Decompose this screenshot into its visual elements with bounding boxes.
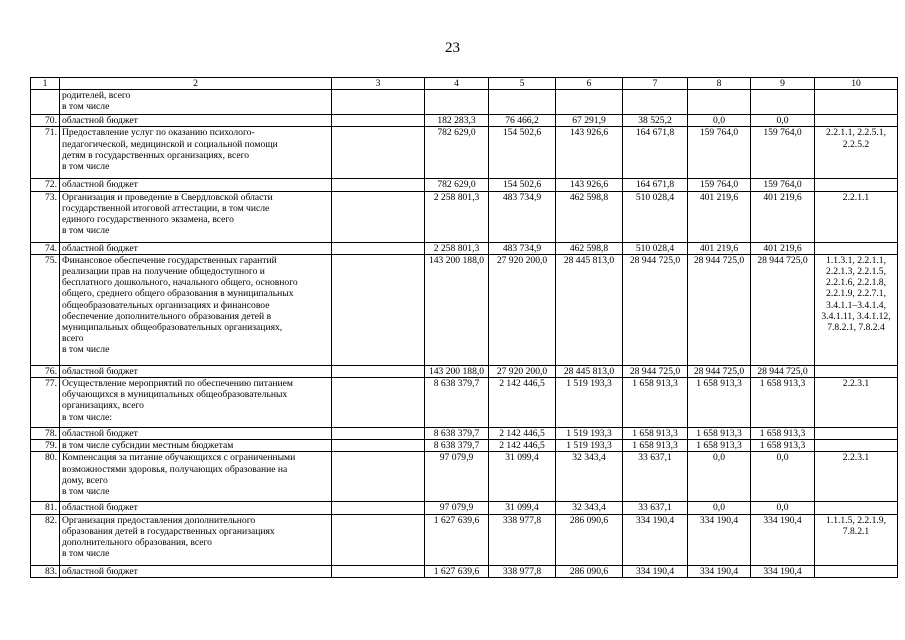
- empty-cell: [332, 428, 425, 440]
- value-cell: 1 658 913,3: [688, 378, 751, 428]
- value-cell: 483 734,9: [489, 242, 556, 254]
- empty-cell: [332, 514, 425, 565]
- description-line: в том числе субсидии местным бюджетам: [62, 440, 234, 452]
- row-description: [60, 127, 332, 179]
- row-number: 75.: [31, 254, 60, 365]
- value-cell: 1 658 913,3: [623, 378, 688, 428]
- table-row: [31, 127, 898, 179]
- description-line: в том числе:: [62, 411, 113, 423]
- row-number: 73.: [31, 191, 60, 242]
- row-number: 71.: [31, 127, 60, 179]
- value-cell: 159 764,0: [751, 127, 815, 179]
- value-cell: 1 627 639,6: [425, 565, 489, 577]
- column-header: 7: [623, 78, 688, 90]
- table-row: [31, 115, 898, 127]
- value-cell: 164 671,8: [623, 127, 688, 179]
- value-cell: 401 219,6: [751, 242, 815, 254]
- target-references: [815, 502, 898, 514]
- value-cell: 401 219,6: [688, 191, 751, 242]
- description-line: родителей, всего: [62, 90, 131, 102]
- description-line: в том числе: [62, 101, 110, 113]
- value-cell: [688, 90, 751, 115]
- reference-line: 7.8.2.1: [842, 525, 870, 537]
- column-header: 8: [688, 78, 751, 90]
- description-line: образования детей в государственных организациях: [62, 525, 275, 537]
- reference-line: 2.2.1.3, 2.2.1.5,: [826, 266, 886, 278]
- value-cell: 67 291,9: [556, 115, 623, 127]
- value-cell: 28 944 725,0: [751, 365, 815, 377]
- value-cell: 334 190,4: [688, 565, 751, 577]
- value-cell: 33 637,1: [623, 502, 688, 514]
- value-cell: 2 142 446,5: [489, 378, 556, 428]
- value-cell: 28 944 725,0: [751, 254, 815, 365]
- value-cell: [751, 90, 815, 115]
- empty-cell: [332, 191, 425, 242]
- row-number: 77.: [31, 378, 60, 428]
- value-cell: 338 977,8: [489, 565, 556, 577]
- value-cell: 159 764,0: [688, 179, 751, 191]
- table-row: [31, 90, 898, 115]
- value-cell: 1 658 913,3: [688, 440, 751, 452]
- value-cell: 1 627 639,6: [425, 514, 489, 565]
- row-description: [60, 514, 332, 565]
- value-cell: 154 502,6: [489, 179, 556, 191]
- value-cell: 1 658 913,3: [751, 440, 815, 452]
- reference-line: 2.2.1.6, 2.2.1.8,: [826, 277, 886, 289]
- description-line: областной бюджет: [62, 365, 138, 377]
- empty-cell: [332, 90, 425, 115]
- row-number: 79.: [31, 440, 60, 452]
- value-cell: 31 099,4: [489, 502, 556, 514]
- description-line: педагогической, медицинской и социальной помощи: [62, 138, 278, 150]
- value-cell: 2 258 801,3: [425, 191, 489, 242]
- empty-cell: [332, 365, 425, 377]
- value-cell: 0,0: [688, 452, 751, 502]
- value-cell: 8 638 379,7: [425, 440, 489, 452]
- value-cell: 28 445 813,0: [556, 254, 623, 365]
- row-description: [60, 191, 332, 242]
- value-cell: 1 658 913,3: [751, 378, 815, 428]
- value-cell: 164 671,8: [623, 179, 688, 191]
- value-cell: [425, 90, 489, 115]
- value-cell: 8 638 379,7: [425, 378, 489, 428]
- value-cell: [623, 90, 688, 115]
- value-cell: 0,0: [751, 452, 815, 502]
- value-cell: 0,0: [751, 115, 815, 127]
- row-description: [60, 242, 332, 254]
- row-description: [60, 115, 332, 127]
- description-line: в том числе: [62, 344, 110, 356]
- value-cell: 2 142 446,5: [489, 440, 556, 452]
- table-row: [31, 242, 898, 254]
- description-line: Предоставление услуг по оказанию психолого-: [62, 127, 255, 139]
- page-number: 23: [445, 40, 460, 56]
- value-cell: 32 343,4: [556, 452, 623, 502]
- row-description: [60, 440, 332, 452]
- column-header: 5: [489, 78, 556, 90]
- value-cell: 334 190,4: [623, 565, 688, 577]
- value-cell: 76 466,2: [489, 115, 556, 127]
- empty-cell: [332, 502, 425, 514]
- value-cell: 334 190,4: [751, 514, 815, 565]
- description-line: в том числе: [62, 225, 110, 237]
- reference-line: 2.2.5.2: [842, 138, 870, 150]
- table-row: [31, 428, 898, 440]
- value-cell: [556, 90, 623, 115]
- table-row: [31, 254, 898, 365]
- table-row: [31, 514, 898, 565]
- description-line: возможностями здоровья, получающих образование на: [62, 463, 288, 475]
- value-cell: 27 920 200,0: [489, 254, 556, 365]
- description-line: всего: [62, 333, 84, 345]
- empty-cell: [332, 127, 425, 179]
- value-cell: 1 658 913,3: [623, 440, 688, 452]
- description-line: дому, всего: [62, 474, 108, 486]
- value-cell: 159 764,0: [688, 127, 751, 179]
- empty-cell: [332, 179, 425, 191]
- column-header: 3: [332, 78, 425, 90]
- value-cell: 1 658 913,3: [623, 428, 688, 440]
- target-references: [815, 365, 898, 377]
- value-cell: 2 258 801,3: [425, 242, 489, 254]
- description-line: реализации прав на получение общедоступного и: [62, 266, 265, 278]
- row-description: [60, 179, 332, 191]
- value-cell: 33 637,1: [623, 452, 688, 502]
- value-cell: 28 944 725,0: [623, 365, 688, 377]
- value-cell: 462 598,8: [556, 191, 623, 242]
- description-line: областной бюджет: [62, 115, 138, 127]
- value-cell: 334 190,4: [623, 514, 688, 565]
- description-line: областной бюджет: [62, 242, 138, 254]
- empty-cell: [332, 565, 425, 577]
- description-line: Организация и проведение в Свердловской области: [62, 191, 273, 203]
- row-description: [60, 378, 332, 428]
- column-header: 4: [425, 78, 489, 90]
- value-cell: 782 629,0: [425, 127, 489, 179]
- value-cell: 143 926,6: [556, 179, 623, 191]
- value-cell: 143 200 188,0: [425, 254, 489, 365]
- value-cell: 27 920 200,0: [489, 365, 556, 377]
- empty-cell: [332, 115, 425, 127]
- value-cell: 1 519 193,3: [556, 428, 623, 440]
- value-cell: 510 028,4: [623, 242, 688, 254]
- table-row: [31, 452, 898, 502]
- value-cell: 401 219,6: [688, 242, 751, 254]
- value-cell: 143 200 188,0: [425, 365, 489, 377]
- value-cell: 31 099,4: [489, 452, 556, 502]
- description-line: областной бюджет: [62, 502, 138, 514]
- reference-line: 2.2.1.1: [842, 191, 870, 203]
- table-header-row: [31, 78, 898, 90]
- value-cell: 28 944 725,0: [623, 254, 688, 365]
- value-cell: 32 343,4: [556, 502, 623, 514]
- description-line: Осуществление мероприятий по обеспечению питанием: [62, 378, 293, 390]
- value-cell: 97 079,9: [425, 502, 489, 514]
- description-line: областной бюджет: [62, 179, 138, 191]
- reference-line: 2.2.1.9, 2.2.7.1,: [826, 288, 886, 300]
- table-row: [31, 179, 898, 191]
- value-cell: 0,0: [751, 502, 815, 514]
- target-references: [815, 90, 898, 115]
- description-line: общеобразовательных организациях и финансовое: [62, 299, 270, 311]
- reference-line: 3.4.1.1–3.4.1.4,: [826, 299, 886, 311]
- target-references: [815, 565, 898, 577]
- reference-line: 7.8.2.1, 7.8.2.4: [827, 322, 885, 334]
- value-cell: 1 519 193,3: [556, 440, 623, 452]
- reference-line: 1.1.3.1, 2.2.1.1,: [826, 254, 886, 266]
- table-row: [31, 440, 898, 452]
- description-line: государственной итоговой аттестации, в том числе: [62, 202, 270, 214]
- row-description: [60, 565, 332, 577]
- description-line: Компенсация за питание обучающихся с ограниченными: [62, 452, 296, 464]
- target-references: [815, 428, 898, 440]
- row-number: 76.: [31, 365, 60, 377]
- table-row: [31, 378, 898, 428]
- description-line: Финансовое обеспечение государственных гарантий: [62, 254, 277, 266]
- value-cell: 28 944 725,0: [688, 365, 751, 377]
- value-cell: 182 283,3: [425, 115, 489, 127]
- value-cell: 143 926,6: [556, 127, 623, 179]
- description-line: единого государственного экзамена, всего: [62, 214, 234, 226]
- empty-cell: [332, 378, 425, 428]
- column-header: 6: [556, 78, 623, 90]
- description-line: в том числе: [62, 548, 110, 560]
- row-number: 70.: [31, 115, 60, 127]
- value-cell: 1 658 913,3: [688, 428, 751, 440]
- empty-cell: [332, 254, 425, 365]
- value-cell: 8 638 379,7: [425, 428, 489, 440]
- value-cell: 1 658 913,3: [751, 428, 815, 440]
- column-header: 10: [815, 78, 898, 90]
- value-cell: 338 977,8: [489, 514, 556, 565]
- description-line: обеспечение дополнительного образования детей в: [62, 310, 272, 322]
- row-number: 80.: [31, 452, 60, 502]
- target-references: [815, 514, 898, 565]
- row-description: [60, 452, 332, 502]
- value-cell: 286 090,6: [556, 514, 623, 565]
- column-header: 1: [31, 78, 60, 90]
- target-references: [815, 179, 898, 191]
- description-line: бесплатного дошкольного, начального общего, основного: [62, 277, 298, 289]
- table-row: [31, 365, 898, 377]
- value-cell: 0,0: [688, 115, 751, 127]
- description-line: детям в государственных организациях, всего: [62, 149, 250, 161]
- reference-line: 3.4.1.11, 3.4.1.12,: [821, 310, 891, 322]
- value-cell: 154 502,6: [489, 127, 556, 179]
- target-references: [815, 378, 898, 428]
- target-references: [815, 127, 898, 179]
- column-header: 2: [60, 78, 332, 90]
- value-cell: 286 090,6: [556, 565, 623, 577]
- target-references: [815, 242, 898, 254]
- row-description: [60, 90, 332, 115]
- description-line: муниципальных общеобразовательных организациях,: [62, 322, 283, 334]
- description-line: областной бюджет: [62, 428, 138, 440]
- value-cell: 483 734,9: [489, 191, 556, 242]
- value-cell: 28 944 725,0: [688, 254, 751, 365]
- row-number: 74.: [31, 242, 60, 254]
- row-description: [60, 254, 332, 365]
- row-number: 83.: [31, 565, 60, 577]
- target-references: [815, 254, 898, 365]
- description-line: организациях, всего: [62, 400, 144, 412]
- description-line: в том числе: [62, 161, 110, 173]
- target-references: [815, 115, 898, 127]
- table-row: [31, 565, 898, 577]
- empty-cell: [332, 452, 425, 502]
- target-references: [815, 440, 898, 452]
- empty-cell: [332, 242, 425, 254]
- description-line: областной бюджет: [62, 565, 138, 577]
- row-number: 78.: [31, 428, 60, 440]
- description-line: дополнительного образования, всего: [62, 537, 212, 549]
- value-cell: 0,0: [688, 502, 751, 514]
- empty-cell: [332, 440, 425, 452]
- row-description: [60, 365, 332, 377]
- value-cell: 38 525,2: [623, 115, 688, 127]
- value-cell: [489, 90, 556, 115]
- table-row: [31, 502, 898, 514]
- value-cell: 334 190,4: [751, 565, 815, 577]
- row-description: [60, 502, 332, 514]
- reference-line: 2.2.3.1: [842, 378, 870, 390]
- row-number: 81.: [31, 502, 60, 514]
- reference-line: 1.1.1.5, 2.2.1.9,: [826, 514, 886, 526]
- description-line: Организация предоставления дополнительного: [62, 514, 256, 526]
- description-line: обучающихся в муниципальных общеобразовательных: [62, 389, 288, 401]
- column-header: 9: [751, 78, 815, 90]
- value-cell: 782 629,0: [425, 179, 489, 191]
- row-description: [60, 428, 332, 440]
- value-cell: 334 190,4: [688, 514, 751, 565]
- value-cell: 97 079,9: [425, 452, 489, 502]
- budget-table: [30, 77, 898, 578]
- row-number: 82.: [31, 514, 60, 565]
- value-cell: 510 028,4: [623, 191, 688, 242]
- value-cell: 462 598,8: [556, 242, 623, 254]
- target-references: [815, 452, 898, 502]
- description-line: в том числе: [62, 486, 110, 498]
- row-number: [31, 90, 60, 115]
- value-cell: 401 219,6: [751, 191, 815, 242]
- value-cell: 2 142 446,5: [489, 428, 556, 440]
- reference-line: 2.2.1.1, 2.2.5.1,: [826, 127, 886, 139]
- target-references: [815, 191, 898, 242]
- value-cell: 28 445 813,0: [556, 365, 623, 377]
- value-cell: 159 764,0: [751, 179, 815, 191]
- table-row: [31, 191, 898, 242]
- reference-line: 2.2.3.1: [842, 452, 870, 464]
- description-line: общего, среднего общего образования в муниципальных: [62, 288, 294, 300]
- value-cell: 1 519 193,3: [556, 378, 623, 428]
- row-number: 72.: [31, 179, 60, 191]
